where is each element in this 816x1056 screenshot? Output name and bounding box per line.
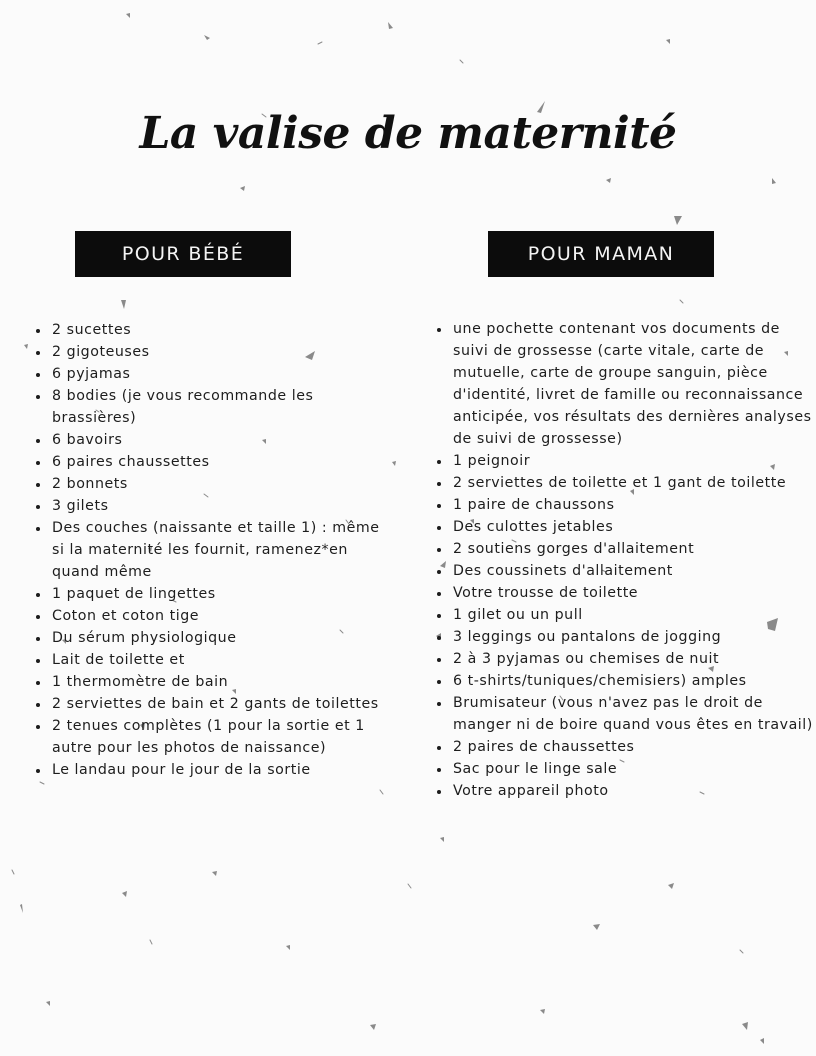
list-item: • 3 gilets [50, 495, 396, 517]
list-item: • 6 bavoirs [50, 429, 396, 451]
list-item: • 1 paire de chaussons [451, 494, 816, 516]
list-item: • 2 gigoteuses [50, 341, 396, 363]
list-item: • Brumisateur (vous n'avez pas le droit de manger ni de boire quand vous êtes en travail) [451, 692, 816, 736]
list-item: • 1 peignoir [451, 450, 816, 472]
list-item: • Sac pour le linge sale [451, 758, 816, 780]
list-item: • Votre appareil photo [451, 780, 816, 802]
list-item: • 2 bonnets [50, 473, 396, 495]
list-item: • 2 soutiens gorges d'allaitement [451, 538, 816, 560]
page-title: La valise de maternité [139, 108, 677, 159]
baby-checklist [34, 319, 396, 781]
header-pour-maman-label: POUR MAMAN [527, 243, 675, 265]
list-item: • Des culottes jetables [451, 516, 816, 538]
list-item: • Coton et coton tige [50, 605, 396, 627]
list-item: • 6 pyjamas [50, 363, 396, 385]
list-item: • 1 thermomètre de bain [50, 671, 396, 693]
list-item: • 3 leggings ou pantalons de jogging [451, 626, 816, 648]
list-item: • 8 bodies (je vous recommande les brassières) [50, 385, 396, 429]
header-pour-maman [488, 231, 714, 277]
mom-checklist [435, 318, 816, 802]
list-item: • Lait de toilette et [50, 649, 396, 671]
list-item: • 2 serviettes de bain et 2 gants de toilettes [50, 693, 396, 715]
list-item: • 2 tenues complètes (1 pour la sortie et 1 autre pour les photos de naissance) [50, 715, 396, 759]
list-item: • 2 à 3 pyjamas ou chemises de nuit [451, 648, 816, 670]
list-item: • Votre trousse de toilette [451, 582, 816, 604]
list-item: • 6 t-shirts/tuniques/chemisiers) amples [451, 670, 816, 692]
header-pour-bebe-label: POUR BÉBÉ [121, 243, 245, 265]
header-pour-bebe [75, 231, 291, 277]
list-item: • 6 paires chaussettes [50, 451, 396, 473]
list-item: • Du sérum physiologique [50, 627, 396, 649]
list-item: • 2 serviettes de toilette et 1 gant de toilette [451, 472, 816, 494]
list-item: • 1 gilet ou un pull [451, 604, 816, 626]
list-item: • une pochette contenant vos documents de suivi de grossesse (carte vitale, carte de mutuelle, carte de groupe sanguin, pièce d'identité, livret de famille ou reconnaissance anticipée, vos résultats des dernières analyses de suivi de grossesse) [451, 318, 816, 450]
list-item: • Des coussinets d'allaitement [451, 560, 816, 582]
list-item: • 1 paquet de lingettes [50, 583, 396, 605]
list-item: • Des couches (naissante et taille 1) : même si la maternité les fournit, ramenez*en quand même [50, 517, 396, 583]
list-item: • Le landau pour le jour de la sortie [50, 759, 396, 781]
list-item: • 2 sucettes [50, 319, 396, 341]
list-item: • 2 paires de chaussettes [451, 736, 816, 758]
